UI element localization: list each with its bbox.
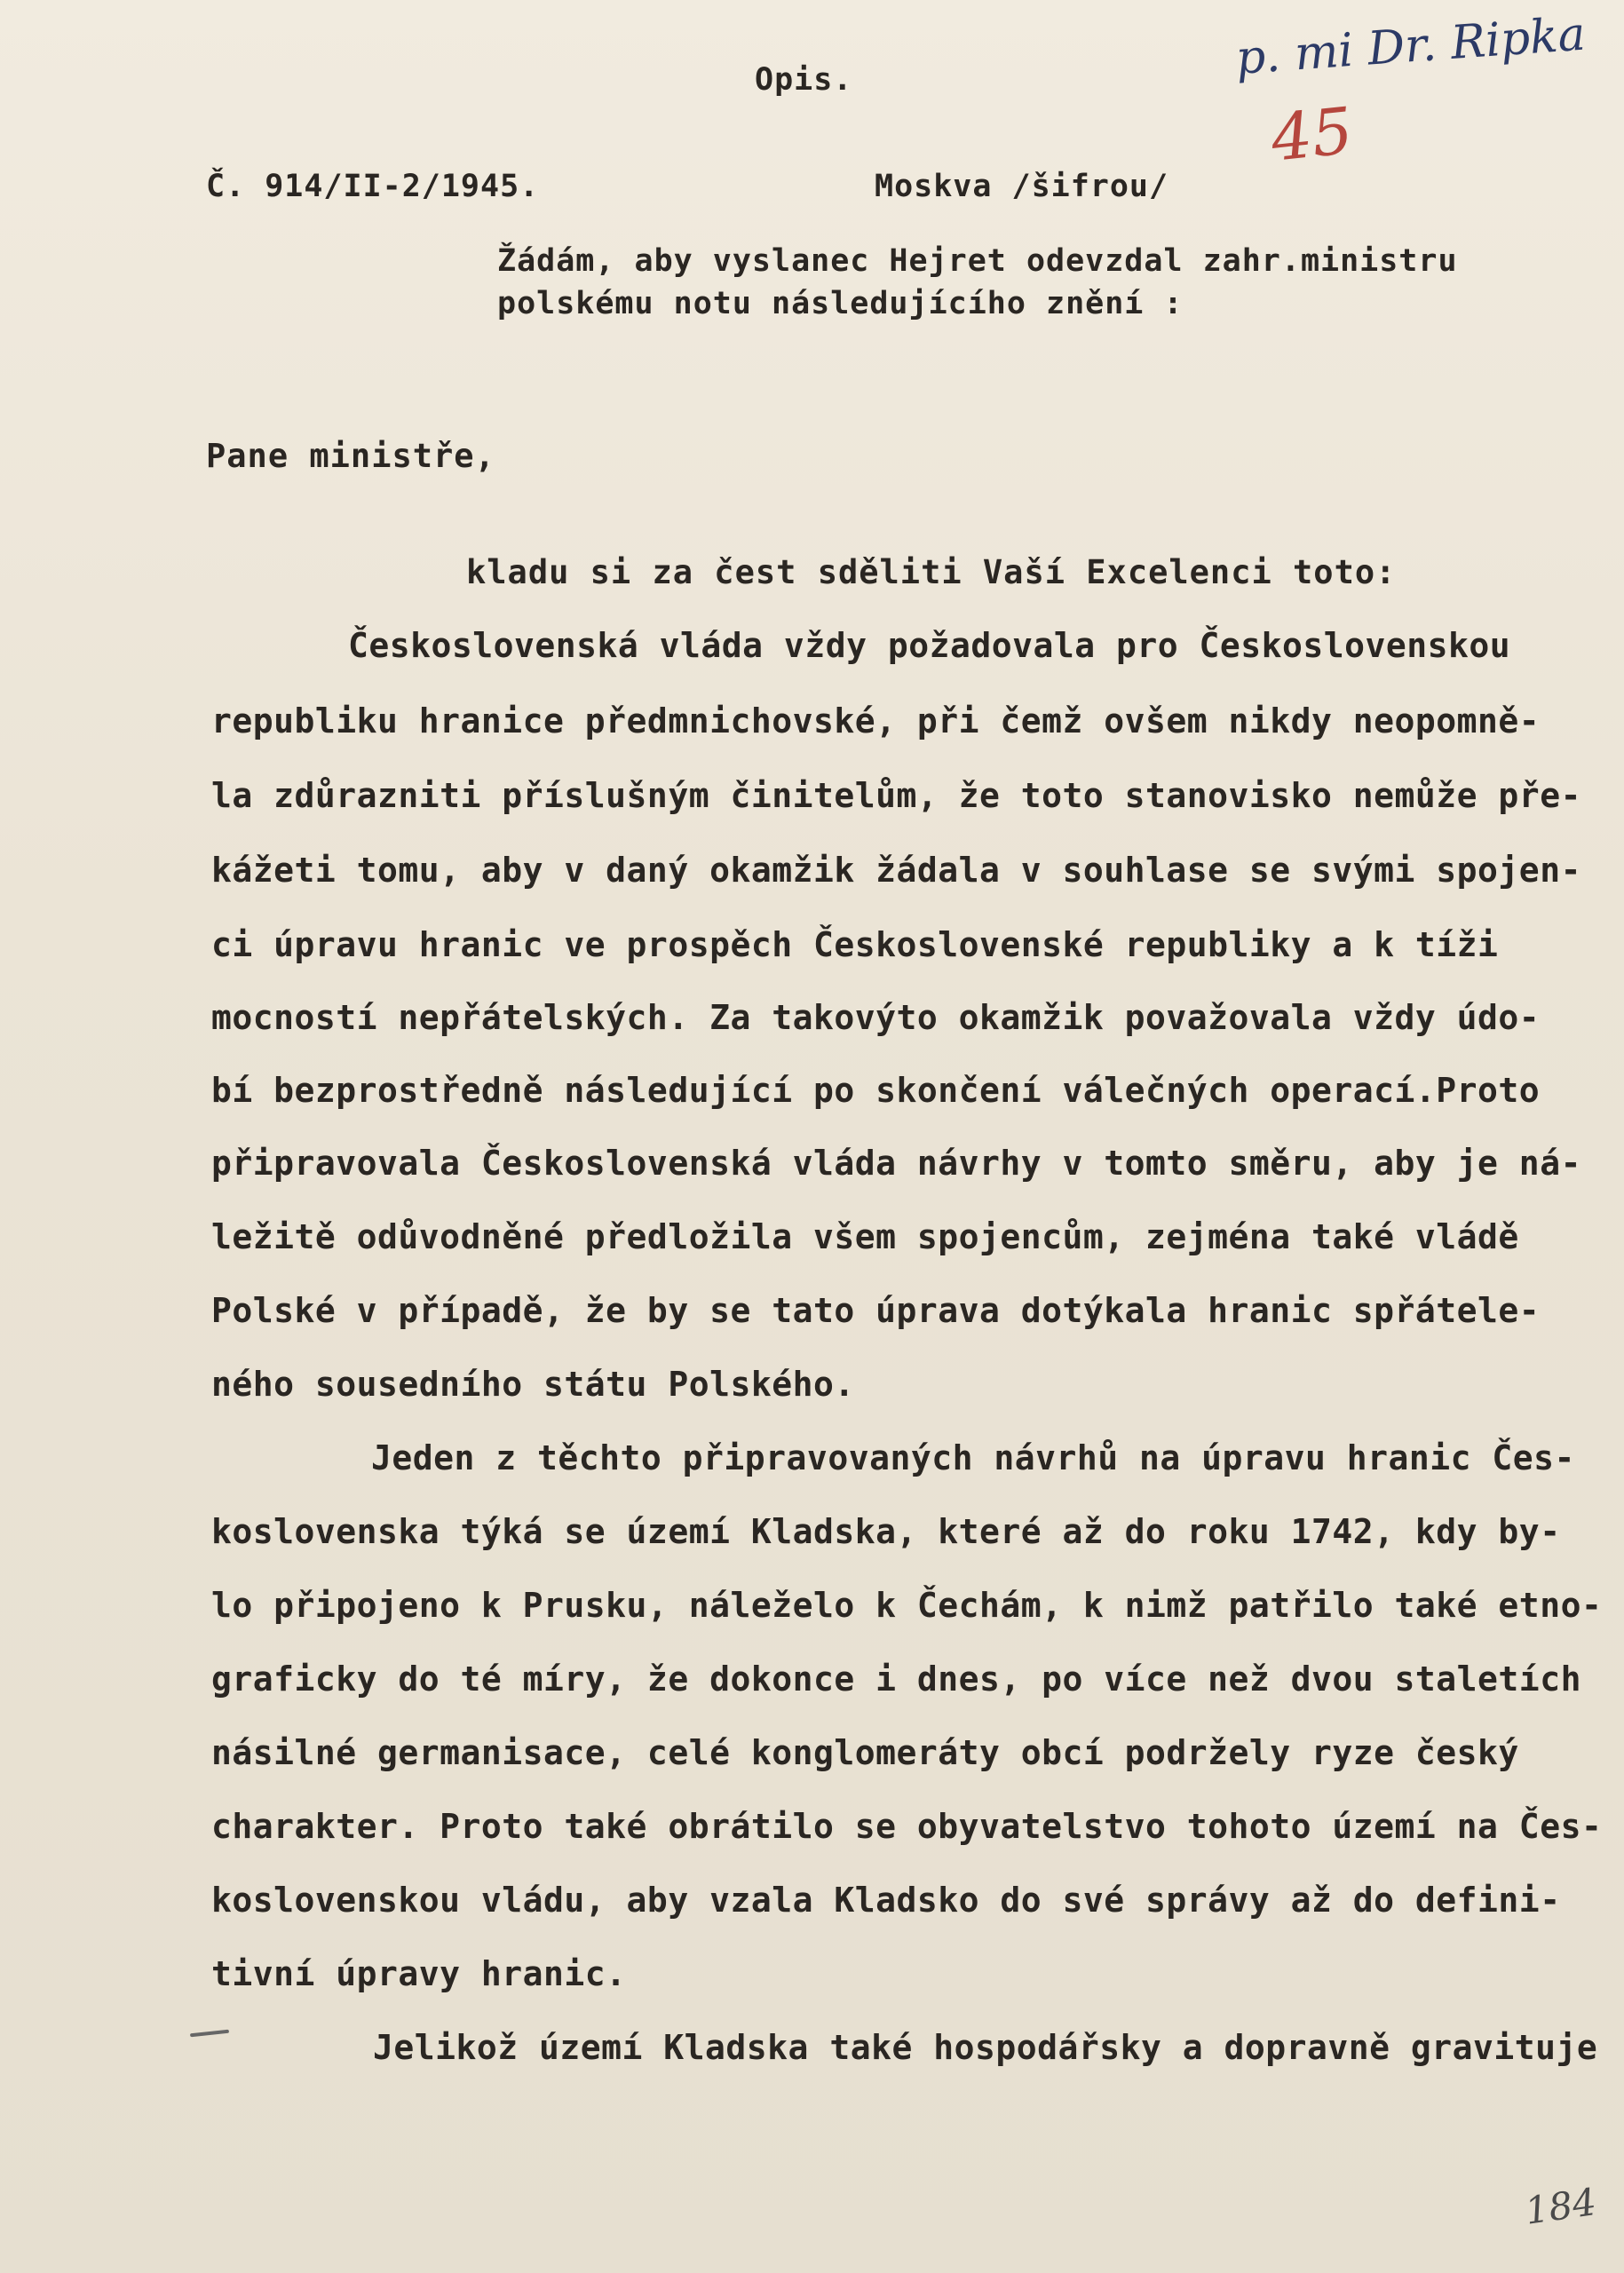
body-line: připravovala Československá vláda návrhy v tomto směru, aby je ná- [211,1144,1581,1183]
body-line: ného sousedního státu Polského. [211,1365,855,1404]
body-line: mocností nepřátelských. Za takovýto okamžik považovala vždy údo- [211,998,1541,1037]
handwritten-folio-number: 45 [1267,92,1357,176]
instruction-line: polskému notu následujícího znění : [497,286,1184,321]
body-line: ležitě odůvodněné předložila všem spojencům, zejména také vládě [211,1217,1519,1256]
handwritten-annotation: p. mi Dr. Ripka [1233,7,1588,85]
body-line: Polské v případě, že by se tato úprava dotýkala hranic spřátele- [211,1291,1541,1330]
letter-salutation: Pane ministře, [206,437,495,475]
body-line: kážeti tomu, aby v daný okamžik žádala v souhlase se svými spojen- [211,851,1581,890]
reference-number: Č. 914/II-2/1945. [206,169,540,204]
body-line: Jelikož území Kladska také hospodářsky a dopravně gravituje [373,2028,1598,2067]
document-title: Opis. [755,62,853,98]
body-line: koslovenskou vládu, aby vzala Kladsko do své správy až do defini- [211,1881,1561,1920]
body-line: násilné germanisace, celé konglomeráty obcí podržely ryze český [211,1733,1519,1772]
message-origin: Moskva /šifrou/ [875,169,1169,204]
handwritten-page-number: 184 [1522,2180,1599,2233]
body-line: lo připojeno k Prusku, náleželo k Čechám, k nimž patřilo také etno- [211,1586,1603,1625]
body-line: charakter. Proto také obrátilo se obyvatelstvo tohoto území na Čes- [211,1807,1603,1846]
body-line: tivní úpravy hranic. [211,1954,627,1993]
body-line: republiku hranice předmnichovské, při čemž ovšem nikdy neopomně- [211,701,1541,741]
margin-mark [190,2030,229,2038]
body-line: Československá vláda vždy požadovala pro Československou [348,626,1511,665]
body-line: graficky do té míry, že dokonce i dnes, po více než dvou staletích [211,1659,1581,1699]
body-line: la zdůrazniti příslušným činitelům, že toto stanovisko nemůže pře- [211,776,1581,815]
instruction-line: Žádám, aby vyslanec Hejret odevzdal zahr.ministru [497,243,1458,279]
body-line: koslovenska týká se území Kladska, které až do roku 1742, kdy by- [211,1512,1561,1551]
body-line: ci úpravu hranic ve prospěch Československé republiky a k tíži [211,925,1499,964]
letter-opening: kladu si za čest sděliti Vaší Excelenci toto: [466,553,1397,591]
body-line: bí bezprostředně následující po skončení válečných operací.Proto [211,1071,1541,1110]
body-line: Jeden z těchto připravovaných návrhů na úpravu hranic Čes- [371,1438,1575,1477]
